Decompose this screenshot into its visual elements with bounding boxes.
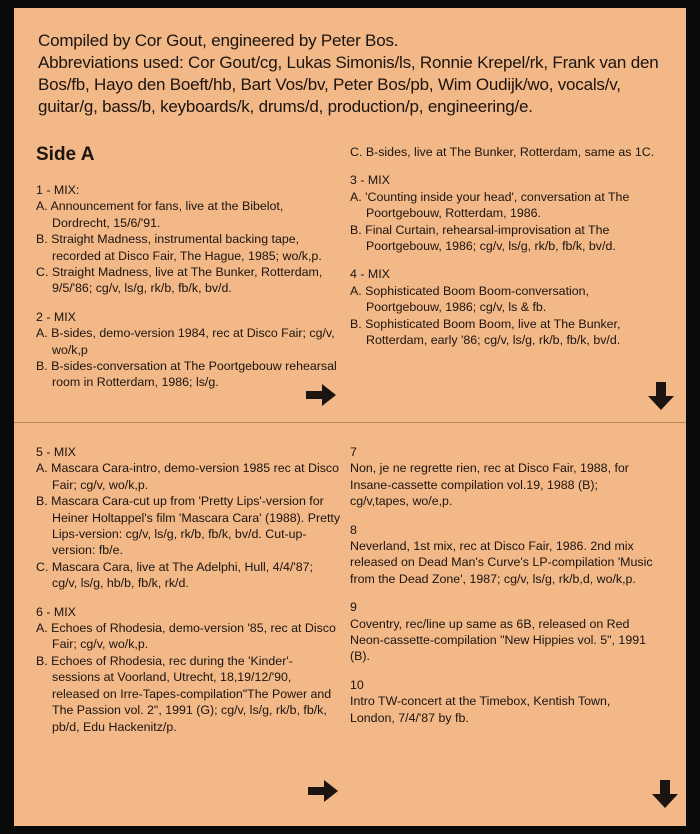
- track-10-title: 10: [350, 677, 364, 692]
- track-3-a: A. 'Counting inside your head', conversation at The Poortgebouw, Rotterdam, 1986.: [350, 189, 630, 221]
- track-4-a: A. Sophisticated Boom Boom-conversation, Poortgebouw, 1986; cg/v, ls & fb.: [350, 283, 589, 315]
- track-1: [36, 182, 341, 297]
- track-9-text: Coventry, rec/line up same as 6B, released on Red Neon-cassette-compilation "New Hippies vol. 5", 1991 (B).: [350, 616, 646, 664]
- track-6-title: 6 - MIX: [36, 604, 76, 619]
- arrow-down-icon: [652, 780, 682, 810]
- track-8-title: 8: [350, 522, 357, 537]
- track-9-title: 9: [350, 600, 357, 615]
- track-4-title: 4 - MIX: [350, 267, 390, 282]
- arrow-right-icon: [308, 780, 338, 810]
- track-1-b: B. Straight Madness, instrumental backing tape, recorded at Disco Fair, The Hague, 1985; wo/k,p.: [36, 232, 322, 263]
- track-5-a: A. Mascara Cara-intro, demo-version 1985 rec at Disco Fair; cg/v, wo/k,p.: [36, 461, 340, 492]
- track-5-title: 5 - MIX: [36, 445, 76, 459]
- track-2-continued: [350, 144, 655, 160]
- track-1-c: C. Straight Madness, live at The Bunker, Rotterdam, 9/5/'86; cg/v, ls/g, rk/b, fb/k, bv/d.: [36, 265, 323, 296]
- track-2-a: A. B-sides, demo-version 1984, rec at Disco Fair; cg/v, wo/k,p: [36, 326, 335, 357]
- track-1-title: 1 - MIX:: [36, 183, 80, 197]
- track-3: [350, 172, 655, 254]
- side-a-right-column: [350, 144, 655, 360]
- track-5-c: C. Mascara Cara, live at The Adelphi, Hull, 4/4/'87; cg/v, ls/g, hb/b, fb/k, rk/d.: [36, 559, 313, 591]
- side-a-heading: Side A: [36, 144, 95, 165]
- track-10-text: Intro TW-concert at the Timebox, Kentish Town, London, 7/4/'87 by fb.: [350, 694, 611, 725]
- track-6: [36, 604, 341, 735]
- track-5-b: B. Mascara Cara-cut up from 'Pretty Lips'-version for Heiner Holtappel's film 'Mascara Cara' (1988). Pretty Lips-version: cg/v, ls/g, rk/b, fb/k, bv/d. Cut-up-version: fb/e.: [36, 494, 341, 558]
- fold-line: [14, 422, 686, 423]
- intro-block: [38, 30, 668, 118]
- track-7: [350, 444, 655, 510]
- track-10: [350, 677, 655, 726]
- track-8: [350, 522, 655, 588]
- track-1-a: A. Announcement for fans, live at the Bibelot, Dordrecht, 15/6/'91.: [36, 199, 284, 230]
- track-2-c: C. B-sides, live at The Bunker, Rotterdam, same as 1C.: [350, 145, 655, 159]
- liner-notes-sheet: [14, 8, 686, 826]
- track-3-b: B. Final Curtain, rehearsal-improvisation at The Poortgebouw, 1986; cg/v, ls/g, rk/b, fb/k, bv/d.: [350, 222, 616, 254]
- track-9: [350, 599, 655, 665]
- arrow-right-icon: [306, 384, 336, 414]
- track-5: [36, 444, 341, 592]
- track-4: [350, 266, 655, 348]
- track-3-title: 3 - MIX: [350, 173, 390, 188]
- track-8-text: Neverland, 1st mix, rec at Disco Fair, 1986. 2nd mix released on Dead Man's Curve's LP-compilation 'Music from the Dead Zone', 1987; cg/v, ls/g, rk/b,d, wo/k,p.: [350, 539, 653, 586]
- track-6-a: A. Echoes of Rhodesia, demo-version '85, rec at Disco Fair; cg/v, wo/k,p.: [36, 621, 336, 652]
- track-2: [36, 309, 341, 391]
- track-2-b: B. B-sides-conversation at The Poortgebouw rehearsal room in Rotterdam, 1986; ls/g.: [36, 359, 337, 390]
- track-4-b: B. Sophisticated Boom Boom, live at The Bunker, Rotterdam, early '86; cg/v, ls/g, rk/b, fb/k, bv/d.: [350, 316, 621, 348]
- track-2-title: 2 - MIX: [36, 309, 76, 324]
- side-b-right-column: [350, 444, 655, 738]
- credits-line: Compiled by Cor Gout, engineered by Peter Bos.: [38, 31, 399, 50]
- track-6-b: B. Echoes of Rhodesia, rec during the 'Kinder'-sessions at Voorland, Utrecht, 18,19/12/'90, released on Irre-Tapes-compilation"The Power and The Passion vol. 2", 1991 (G); cg/v, ls/g, rk/b, fb/k, pb/d, Edu Hackenitz/p.: [36, 653, 332, 734]
- track-7-title: 7: [350, 445, 357, 459]
- abbreviations-line: Abbreviations used: Cor Gout/cg, Lukas Simonis/ls, Ronnie Krepel/rk, Frank van den Bos/fb, Hayo den Boeft/hb, Bart Vos/bv, Peter Bos/pb, Wim Oudijk/wo, vocals/v, guitar/g, bass/b, keyboards/k, drums/d, production/p, engineering/e.: [38, 53, 659, 116]
- track-7-text: Non, je ne regrette rien, rec at Disco Fair, 1988, for Insane-cassette compilation vol.19, 1988 (B); cg/v,tapes, wo/e,p.: [350, 461, 629, 509]
- arrow-down-icon: [648, 382, 678, 412]
- side-a-left-column: [36, 144, 341, 403]
- side-b-left-column: [36, 444, 341, 747]
